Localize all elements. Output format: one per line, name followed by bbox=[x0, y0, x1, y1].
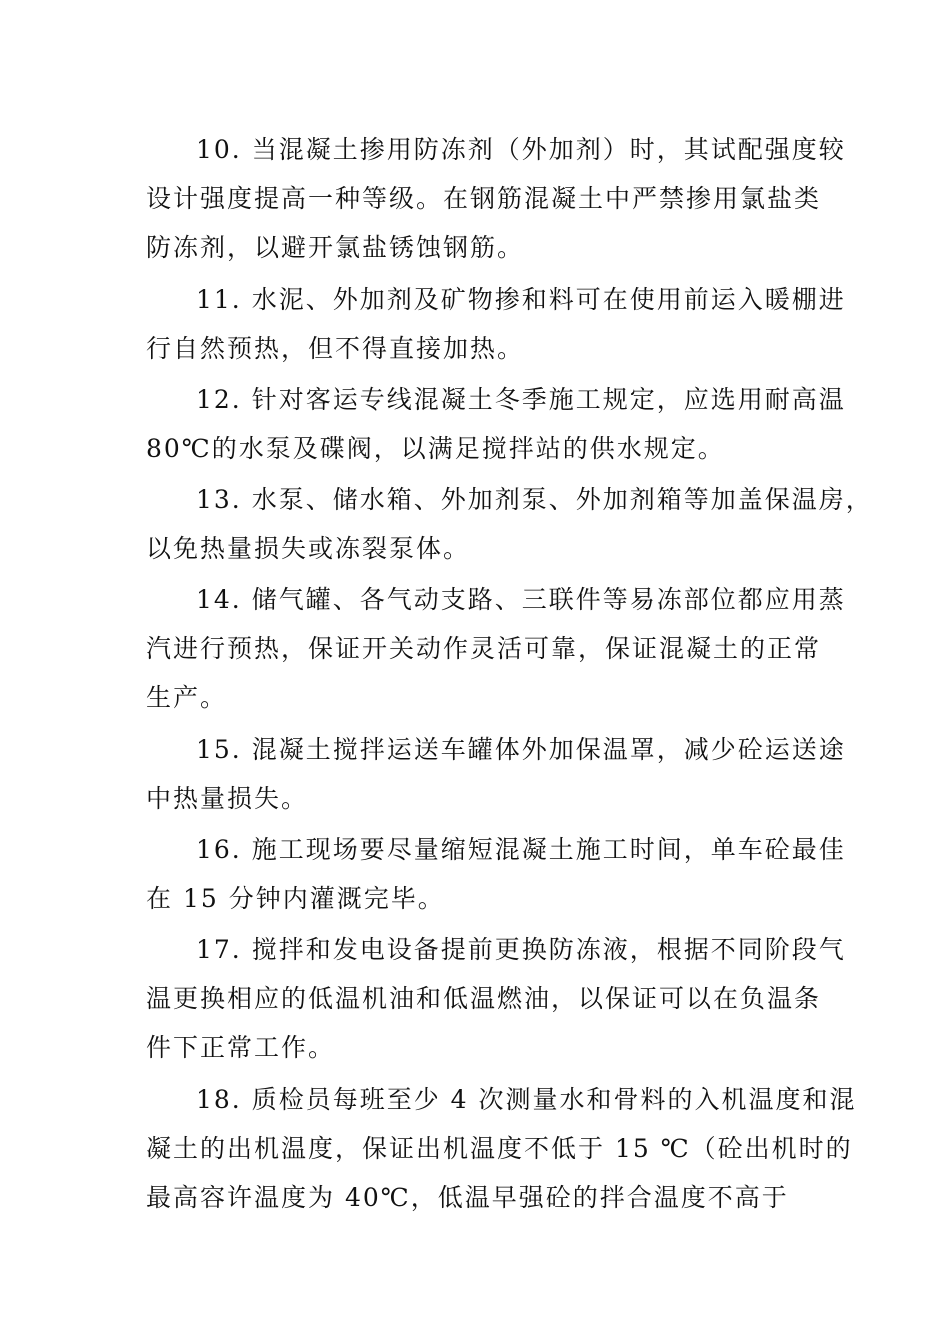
paragraph-10-line-1: 10. 当混凝土掺用防冻剂（外加剂）时，其试配强度较 bbox=[196, 135, 846, 164]
paragraph-17-line-3: 件下正常工作。 bbox=[146, 1033, 336, 1062]
paragraph-10-line-2: 设计强度提高一种等级。在钢筋混凝土中严禁掺用氯盐类 bbox=[146, 184, 822, 213]
paragraph-11-line-2: 行自然预热，但不得直接加热。 bbox=[146, 334, 525, 363]
paragraph-18-line-1: 18. 质检员每班至少 4 次测量水和骨料的入机温度和混 bbox=[196, 1085, 857, 1114]
paragraph-18-line-3: 最高容许温度为 40℃，低温早强砼的拌合温度不高于 bbox=[146, 1183, 789, 1212]
paragraph-14-line-1: 14. 储气罐、各气动支路、三联件等易冻部位都应用蒸 bbox=[196, 585, 846, 614]
paragraph-15-line-1: 15. 混凝土搅拌运送车罐体外加保温罩，减少砼运送途 bbox=[196, 735, 846, 764]
paragraph-12-line-2: 80℃的水泵及碟阀，以满足搅拌站的供水规定。 bbox=[146, 434, 725, 463]
paragraph-10-line-3: 防冻剂，以避开氯盐锈蚀钢筋。 bbox=[146, 233, 525, 262]
paragraph-14-line-3: 生产。 bbox=[146, 683, 228, 712]
paragraph-13-line-2: 以免热量损失或冻裂泵体。 bbox=[146, 534, 471, 563]
paragraph-18-line-2: 凝土的出机温度，保证出机温度不低于 15 ℃（砼出机时的 bbox=[146, 1134, 853, 1163]
paragraph-14-line-2: 汽进行预热，保证开关动作灵活可靠，保证混凝土的正常 bbox=[146, 634, 822, 663]
paragraph-12-line-1: 12. 针对客运专线混凝土冬季施工规定，应选用耐高温 bbox=[196, 385, 846, 414]
paragraph-11-line-1: 11. 水泥、外加剂及矿物掺和料可在使用前运入暖棚进 bbox=[196, 285, 846, 314]
paragraph-16-line-1: 16. 施工现场要尽量缩短混凝土施工时间，单车砼最佳 bbox=[196, 835, 846, 864]
paragraph-16-line-2: 在 15 分钟内灌溉完毕。 bbox=[146, 884, 445, 913]
paragraph-13-line-1: 13. 水泵、储水箱、外加剂泵、外加剂箱等加盖保温房， bbox=[196, 485, 873, 514]
paragraph-17-line-1: 17. 搅拌和发电设备提前更换防冻液，根据不同阶段气 bbox=[196, 935, 846, 964]
paragraph-17-line-2: 温更换相应的低温机油和低温燃油，以保证可以在负温条 bbox=[146, 984, 822, 1013]
paragraph-15-line-2: 中热量损失。 bbox=[146, 784, 309, 813]
